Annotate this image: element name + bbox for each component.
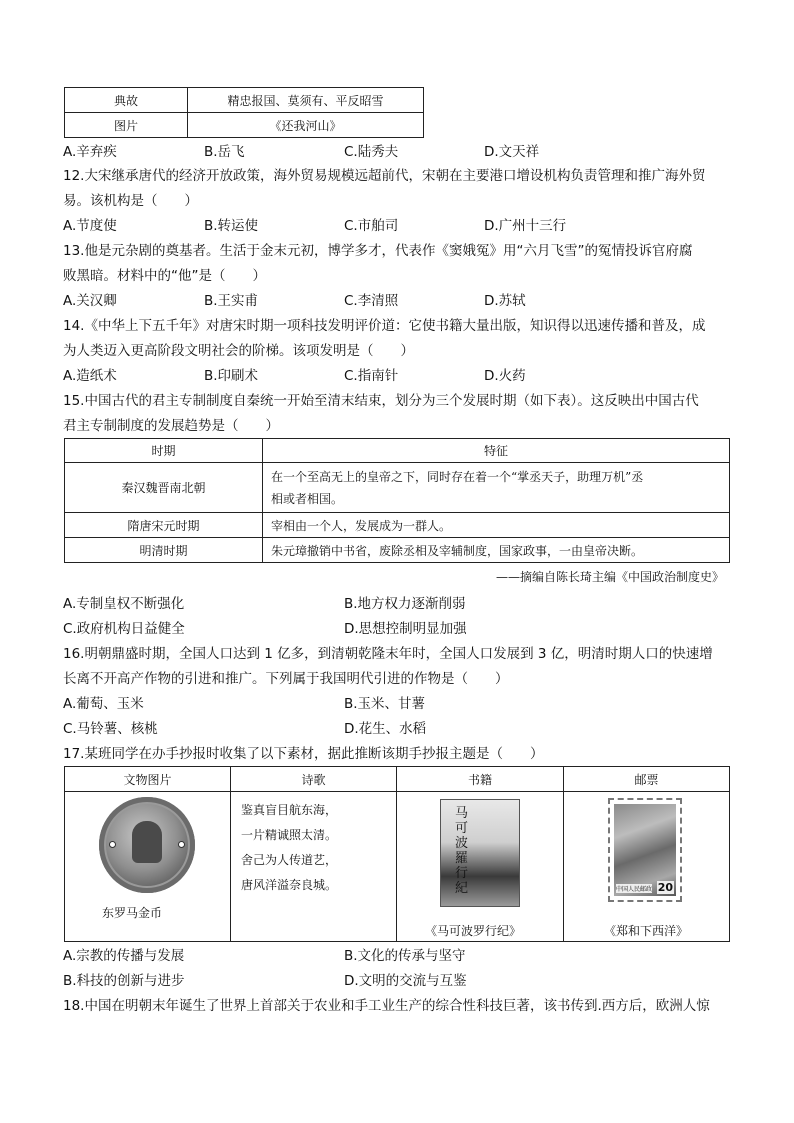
coin-hole-left: [109, 841, 116, 848]
q15-feature-3: 朱元璋撤销中书省，废除丞相及宰辅制度，国家政事，一由皇帝决断。: [263, 538, 730, 563]
q15-header-feature: 特征: [263, 439, 730, 463]
q17-header-book: 书籍: [397, 767, 564, 792]
stamp-face-value: 20: [657, 881, 673, 894]
q18-stem-line1: 18.中国在明朝末年诞生了世界上首部关于农业和手工业生产的综合性科技巨著，该书传到.西方后，欧洲人惊: [63, 998, 710, 1014]
byzantine-coin-image: [99, 797, 195, 893]
coin-portrait-figure: [132, 821, 162, 863]
poem-line-4: 唐风洋溢奈良城。: [241, 878, 338, 892]
q15-period-3: 明清时期: [65, 538, 263, 563]
allusion-table: [64, 87, 424, 138]
poem-line-2: 一片精诚照太清。: [241, 828, 338, 842]
q11-option-c[interactable]: C.陆秀夫: [344, 144, 399, 160]
q12-stem-line1: 12.大宋继承唐代的经济开放政策，海外贸易规模远超前代，宋朝在主要港口增设机构负责管理和推广海外贸: [63, 168, 706, 184]
q13-option-d[interactable]: D.苏轼: [484, 293, 526, 309]
q15-source: ——摘编自陈长琦主编《中国政治制度史》: [495, 570, 724, 584]
q15-period-table: [64, 438, 730, 563]
q14-stem-line1: 14.《中华上下五千年》对唐宋时期一项科技发明评价道：它使书籍大量出版，知识得以迅速传播和普及，成: [63, 318, 706, 334]
book-cover-title: 马可波羅行紀: [455, 806, 469, 896]
allusion-label: 典故: [65, 88, 188, 113]
q17-header-stamp: 邮票: [564, 767, 730, 792]
q15-period-2: 隋唐宋元时期: [65, 513, 263, 538]
q13-stem-line1: 13.他是元杂剧的奠基者。生活于金末元初，博学多才，代表作《窦娥冤》用“六月飞雪”的冤情投诉官府腐: [63, 243, 693, 259]
q15-period-1: 秦汉魏晋南北朝: [65, 463, 263, 513]
q16-option-d[interactable]: D.花生、水稻: [344, 721, 427, 737]
q12-option-a[interactable]: A.节度使: [63, 218, 117, 234]
poem-line-1: 鉴真盲目航东海，: [241, 803, 338, 817]
q17-stem: 17.某班同学在办手抄报时收集了以下素材，据此推断该期手抄报主题是（ ）: [63, 746, 544, 762]
q15-feature-2: 宰相由一个人，发展成为一群人。: [263, 513, 730, 538]
q17-option-c[interactable]: B.科技的创新与进步: [63, 973, 185, 989]
zheng-he-stamp: [608, 798, 682, 902]
q15-option-c[interactable]: C.政府机构日益健全: [63, 621, 185, 637]
coin-caption: 东罗马金币: [102, 906, 163, 920]
q17-header-artifact: 文物图片: [65, 767, 231, 792]
q13-option-c[interactable]: C.李清照: [344, 293, 399, 309]
q17-option-a[interactable]: A.宗教的传播与发展: [63, 948, 185, 964]
allusion-value: 精忠报国、莫须有、平反昭雪: [188, 88, 424, 113]
q16-stem-line1: 16.明朝鼎盛时期，全国人口达到 1 亿多，到清朝乾隆末年时，全国人口发展到 3 亿，明清时期人口的快速增: [63, 646, 713, 662]
coin-hole-right: [178, 841, 185, 848]
marco-polo-book-cover: [440, 799, 520, 907]
q17-cell-poem: [231, 792, 397, 942]
picture-value: 《还我河山》: [188, 113, 424, 138]
q14-option-c[interactable]: C.指南针: [344, 368, 399, 384]
q16-option-c[interactable]: C.马铃薯、核桃: [63, 721, 158, 737]
q15-feature-1-line1: 在一个至高无上的皇帝之下，同时存在着一个“掌丞天子，助理万机”丞: [271, 469, 644, 484]
q14-stem-line2: 为人类迈入更高阶段文明社会的阶梯。该项发明是（ ）: [63, 343, 414, 359]
q17-option-d[interactable]: D.文明的交流与互鉴: [344, 973, 467, 989]
q11-option-d[interactable]: D.文天祥: [484, 144, 540, 160]
q16-stem-line2: 长离不开高产作物的引进和推广。下列属于我国明代引进的作物是（ ）: [63, 671, 509, 687]
poem-line-3: 舍己为人传道艺，: [241, 853, 338, 867]
q13-option-a[interactable]: A.关汉卿: [63, 293, 117, 309]
q11-option-a[interactable]: A.辛弃疾: [63, 144, 117, 160]
q12-option-b[interactable]: B.转运使: [204, 218, 259, 234]
q15-option-b[interactable]: B.地方权力逐渐削弱: [344, 596, 466, 612]
q15-feature-1-line2: 相或者相国。: [271, 491, 344, 506]
q12-stem-line2: 易。该机构是（ ）: [63, 193, 198, 209]
book-caption: 《马可波罗行纪》: [425, 924, 522, 938]
q15-feature-1: [263, 463, 730, 513]
picture-label: 图片: [65, 113, 188, 138]
q13-stem-line2: 败黑暗。材料中的“他”是（ ）: [63, 268, 266, 284]
stamp-country-label: 中国人民邮政: [616, 886, 653, 893]
q12-option-c[interactable]: C.市舶司: [344, 218, 399, 234]
q14-option-d[interactable]: D.火药: [484, 368, 526, 384]
q14-option-a[interactable]: A.造纸术: [63, 368, 117, 384]
q15-option-d[interactable]: D.思想控制明显加强: [344, 621, 467, 637]
q13-option-b[interactable]: B.王实甫: [204, 293, 259, 309]
q15-header-period: 时期: [65, 439, 263, 463]
q17-header-poem: 诗歌: [231, 767, 397, 792]
stamp-caption: 《郑和下西洋》: [604, 924, 689, 938]
q16-option-b[interactable]: B.玉米、甘薯: [344, 696, 426, 712]
q14-option-b[interactable]: B.印刷术: [204, 368, 259, 384]
q17-option-b[interactable]: B.文化的传承与坚守: [344, 948, 466, 964]
stamp-artwork: [614, 804, 676, 896]
q15-option-a[interactable]: A.专制皇权不断强化: [63, 596, 185, 612]
q15-stem-line2: 君主专制制度的发展趋势是（ ）: [63, 418, 279, 434]
q16-option-a[interactable]: A.葡萄、玉米: [63, 696, 144, 712]
q11-option-b[interactable]: B.岳飞: [204, 144, 245, 160]
q12-option-d[interactable]: D.广州十三行: [484, 218, 567, 234]
q15-stem-line1: 15.中国古代的君主专制制度自秦统一开始至清末结束，划分为三个发展时期（如下表）。这反映出中国古代: [63, 393, 699, 409]
